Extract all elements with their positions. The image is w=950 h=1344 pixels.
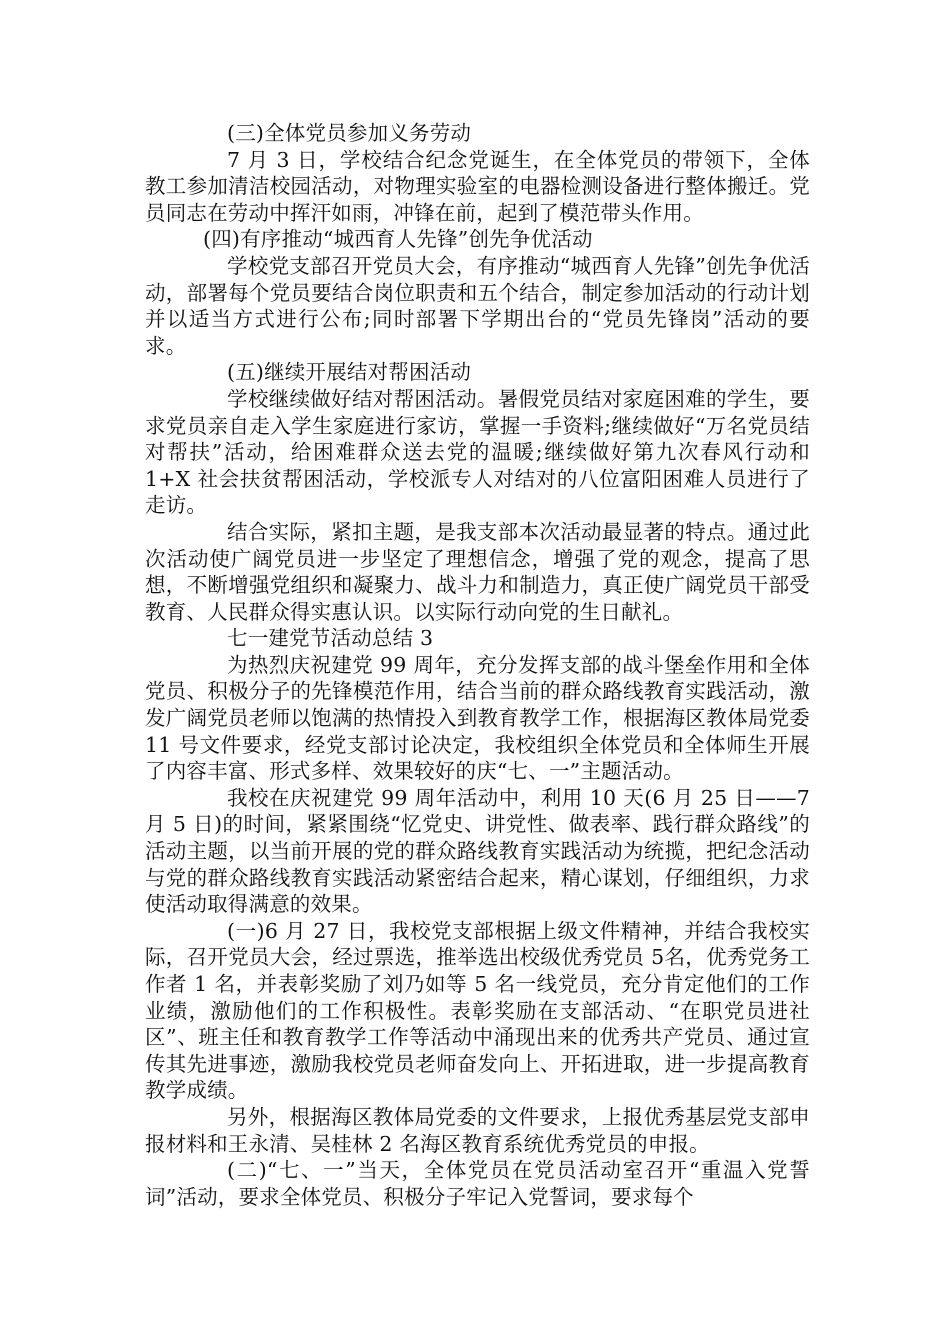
body-paragraph: 另外，根据海区教体局党委的文件要求，上报优秀基层党支部申报材料和王永清、吴桂林 2 名海区教育系统优秀党员的申报。 (145, 1104, 810, 1156)
document-title: 七一建党节活动总结 3 (227, 626, 434, 651)
body-paragraph: 为热烈庆祝建党 99 周年，充分发挥支部的战斗堡垒作用和全体党员、积极分子的先锋模范作用，结合当前的群众路线教育实践活动，激发广阔党员老师以饱满的热情投入到教育教学工作，根据海区教体局党委 11 号文件要求，经党支部讨论决定，我校组织全体党员和全体师生开展了内容丰富、形式多样、效果较好的庆“七、一”主题活动。 (145, 652, 810, 784)
section-heading-3: (三)全体党员参加义务劳动 (227, 121, 472, 145)
body-paragraph: 我校在庆祝建党 99 周年活动中，利用 10 天(6 月 25 日——7月 5 日)的时间，紧紧围绕“忆党史、讲党性、做表率、践行群众路线”的活动主题，以当前开展的党的群众路线教育实践活动为统揽，把纪念活动与党的群众路线教育实践活动紧密结合起来，精心谋划，仔细组织，力求使活动取得满意的效果。 (145, 785, 810, 917)
body-paragraph: 结合实际，紧扣主题，是我支部本次活动最显著的特点。通过此次活动使广阔党员进一步坚定了理想信念，增强了党的观念，提高了思想，不断增强党组织和凝聚力、战斗力和制造力，真正使广阔党员干部受教育、人民群众得实惠认识。以实际行动向党的生日献礼。 (145, 519, 810, 624)
document-body (145, 120, 810, 1210)
section-heading-5: (五)继续开展结对帮困活动 (227, 360, 472, 385)
body-paragraph: 学校党支部召开党员大会，有序推动“城西育人先锋”创先争优活动，部署每个党员要结合岗位职责和五个结合，制定参加活动的行动计划并以适当方式进行公布;同时部署下学期出台的“党员先锋岗”活动的要求。 (145, 253, 810, 358)
body-paragraph: 学校继续做好结对帮困活动。暑假党员结对家庭困难的学生，要求党员亲自走入学生家庭进行家访，掌握一手资料;继续做好“万名党员结对帮扶”活动，给困难群众送去党的温暖;继续做好第九次春风行动和 1+X 社会扶贫帮困活动，学校派专人对结对的八位富阳困难人员进行了走访。 (145, 386, 810, 518)
body-paragraph: (一)6 月 27 日，我校党支部根据上级文件精神，并结合我校实际，召开党员大会，经过票选，推举选出校级优秀党员 5名，优秀党务工作者 1 名，并表彰奖励了刘乃如等 5 名一线党员，充分肯定他们的工作业绩，激励他们的工作积极性。表彰奖励在支部活动、“在职党员进社区”、班主任和教育教学工作等活动中涌现出来的优秀共产党员、通过宣传其先进事迹，激励我校党员老师奋发向上、开拓进取，进一步提高教育教学成绩。 (145, 918, 810, 1103)
body-paragraph: (二)“七、一”当天，全体党员在党员活动室召开“重温入党誓词”活动，要求全体党员、积极分子牢记入党誓词，要求每个 (145, 1158, 810, 1209)
body-paragraph: 7 月 3 日，学校结合纪念党诞生，在全体党员的带领下，全体教工参加清洁校园活动，对物理实验室的电器检测设备进行整体搬迁。党员同志在劳动中挥汗如雨，冲锋在前，起到了模范带头作用。 (145, 147, 810, 225)
section-heading-4: (四)有序推动“城西育人先锋”创先争优活动 (203, 227, 593, 252)
